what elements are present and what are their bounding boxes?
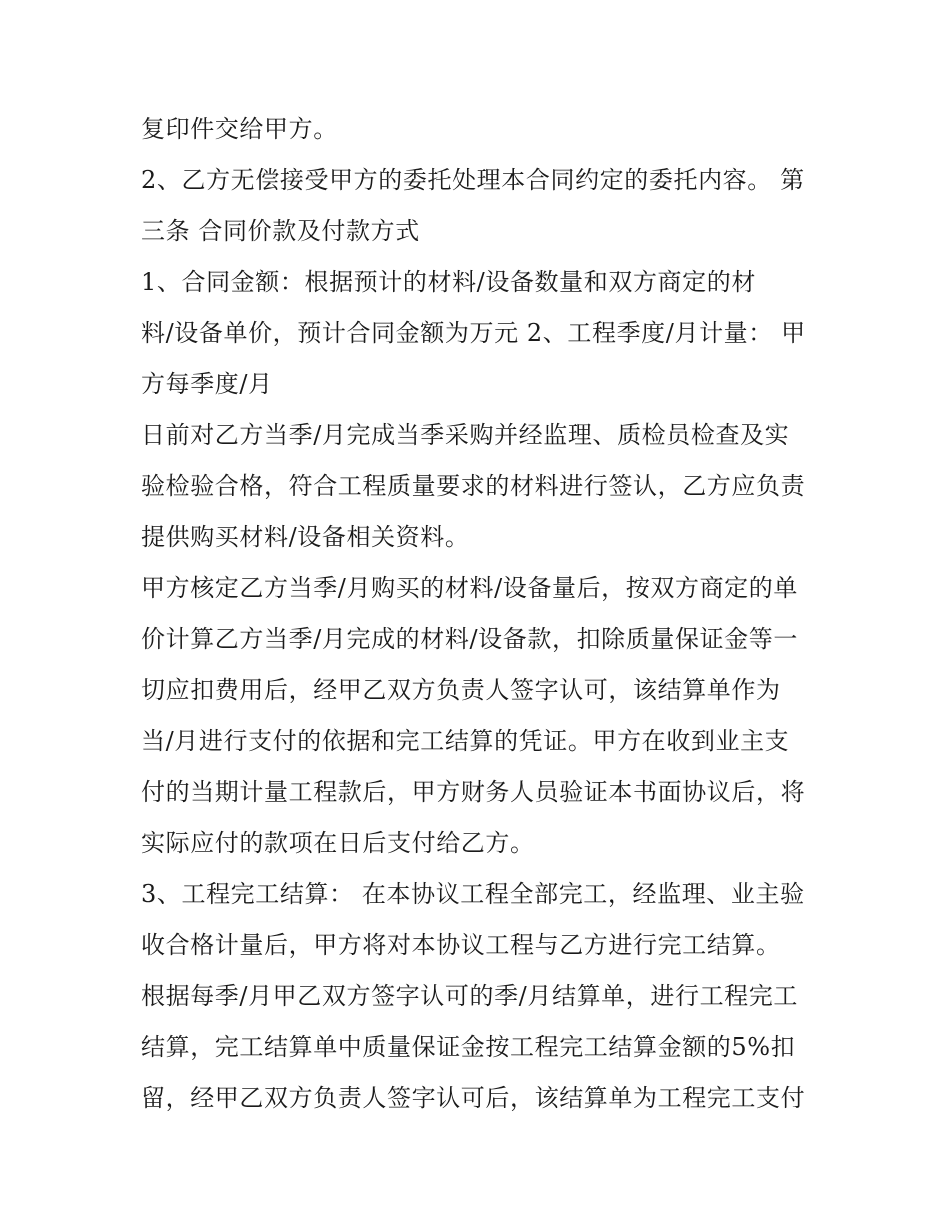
text-line: 三条 合同价款及付款方式: [141, 217, 420, 245]
text-line: 甲方核定乙方当季/月购买的材料/设备量后，按双方商定的单: [141, 574, 798, 602]
text-line: 结算，完工结算单中质量保证金按工程完工结算金额的5%扣: [141, 1033, 796, 1061]
text-line: 提供购买材料/设备相关资料。: [141, 523, 470, 551]
text-line: 当/月进行支付的依据和完工结算的凭证。甲方在收到业主支: [141, 727, 790, 755]
text-line: 料/设备单价，预计合同金额为万元 2、工程季度/月计量： 甲: [141, 319, 806, 347]
text-line: 日前对乙方当季/月完成当季采购并经监理、质检员检查及实: [141, 421, 790, 449]
text-line: 复印件交给甲方。: [141, 115, 338, 143]
text-line: 留，经甲乙双方负责人签字认可后，该结算单为工程完工支付: [141, 1084, 806, 1112]
text-line: 切应扣费用后，经甲乙双方负责人签字认可，该结算单作为: [141, 676, 781, 704]
text-line: 价计算乙方当季/月完成的材料/设备款，扣除质量保证金等一: [141, 625, 798, 653]
text-line: 收合格计量后，甲方将对本协议工程与乙方进行完工结算。: [141, 931, 781, 959]
text-line: 验检验合格，符合工程质量要求的材料进行签认，乙方应负责: [141, 472, 806, 500]
text-line: 1、合同金额：根据预计的材料/设备数量和双方商定的材: [141, 268, 756, 296]
text-line: 根据每季/月甲乙双方签字认可的季/月结算单，进行工程完工: [141, 982, 798, 1010]
text-line: 方每季度/月: [141, 370, 273, 398]
text-line: 3、工程完工结算： 在本协议工程全部完工，经监理、业主验: [141, 880, 805, 908]
text-line: 付的当期计量工程款后，甲方财务人员验证本书面协议后，将: [141, 778, 806, 806]
text-line: 2、乙方无偿接受甲方的委托处理本合同约定的委托内容。 第: [141, 166, 805, 194]
text-line: 实际应付的款项在日后支付给乙方。: [141, 829, 535, 857]
document-body: [141, 104, 831, 1124]
